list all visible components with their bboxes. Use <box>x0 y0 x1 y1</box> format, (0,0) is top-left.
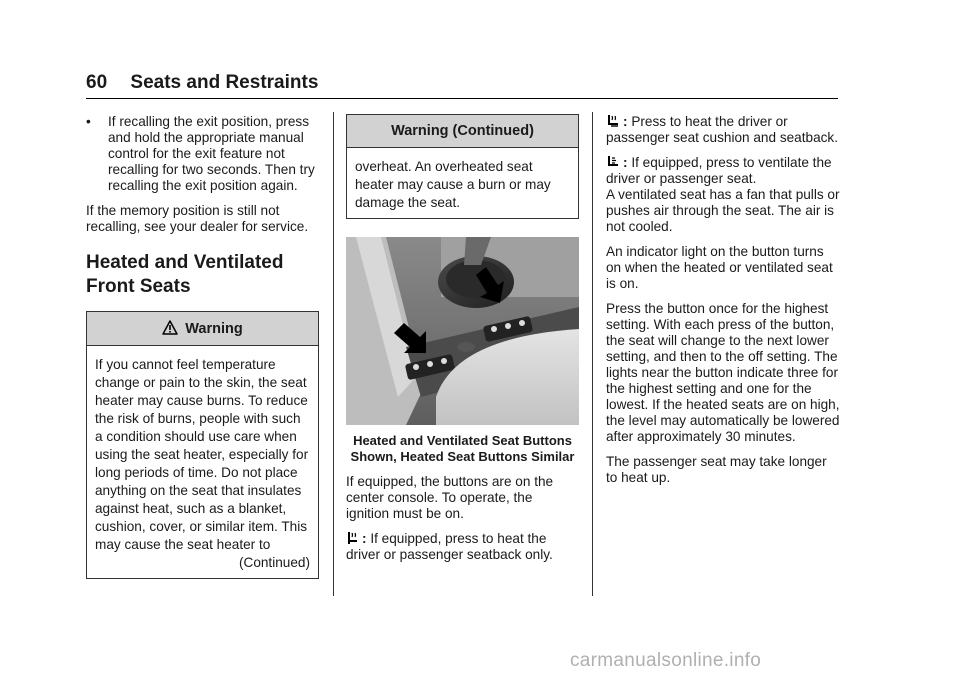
column-2 <box>346 114 579 572</box>
vent-fan-paragraph: A ventilated seat has a fan that pulls or pushes air through the seat. The air is not cooled. <box>606 187 840 234</box>
warning-continued-header: Warning (Continued) <box>347 115 578 148</box>
bullet-text: If recalling the exit position, press and hold the appropriate manual control for the exit feature not recalling for two seconds. Then try recalling the exit position again. <box>108 114 315 193</box>
warning-continued: (Continued) <box>238 555 310 570</box>
page-number: 60 <box>86 72 108 93</box>
ventilated-seat-icon <box>606 155 620 169</box>
seatback-text: If equipped, press to heat the driver or passenger seatback only. <box>346 531 553 562</box>
warning-body <box>87 346 318 578</box>
bullet-symbol: • <box>86 114 91 129</box>
column-divider-1 <box>333 112 334 596</box>
warning-title: Warning <box>185 321 243 337</box>
warning-text: If you cannot feel temperature change or pain to the skin, the seat heater may cause burns. To reduce the risk of burns, people with such a condition should use care when using the seat heater, especially for long periods of time. Do not place anything on the seat that insulates against heat, such as a blanket, cushion, cover, or similar item. This may cause the seat heater to <box>95 357 309 552</box>
seat-buttons-photo <box>346 237 579 425</box>
warning-box <box>86 311 319 579</box>
heat-paragraph <box>606 114 840 146</box>
page-header <box>86 72 318 94</box>
heat-text: Press to heat the driver or passenger seat cushion and seatback. <box>606 114 839 145</box>
equipped-paragraph: If equipped, the buttons are on the center console. To operate, the ignition must be on. <box>346 474 554 521</box>
press-paragraph: Press the button once for the highest setting. With each press of the button, the seat will change to the next lower setting, and then to the off setting. The lights near the button indicate three for the highest setting and one for the lowest. If the heated seats are on high, the level may automatically be lowered after approximately 30 minutes. <box>606 301 840 444</box>
column-divider-2 <box>592 112 593 596</box>
seatback-paragraph <box>346 531 579 563</box>
bullet-item <box>86 114 319 194</box>
warning-continued-box <box>346 114 579 219</box>
warning-triangle-icon <box>162 320 178 335</box>
watermark: carmanualsonline.info <box>570 650 762 671</box>
section-title: Seats and Restraints <box>130 72 319 93</box>
vent-label: : <box>623 155 628 170</box>
heated-seatback-icon <box>346 531 359 545</box>
column-1 <box>86 114 319 579</box>
memory-paragraph: If the memory position is still not recalling, see your dealer for service. <box>86 203 309 234</box>
photo-caption: Heated and Ventilated Seat Buttons Shown, Heated Seat Buttons Similar <box>350 433 575 464</box>
vent-text: If equipped, press to ventilate the driver or passenger seat. <box>606 155 832 186</box>
passenger-paragraph: The passenger seat may take longer to heat up. <box>606 454 827 485</box>
header-rule <box>86 98 838 99</box>
indicator-paragraph: An indicator light on the button turns on when the heated or ventilated seat is on. <box>606 244 833 291</box>
seatback-label: : <box>362 531 367 546</box>
vent-paragraph <box>606 155 840 187</box>
column-3 <box>606 114 840 495</box>
heated-seat-icon <box>606 114 620 128</box>
section-heading: Heated and Ventilated Front Seats <box>86 252 284 297</box>
warning-header <box>87 312 318 346</box>
heat-label: : <box>623 114 628 129</box>
warning-continued-body: overheat. An overheated seat heater may cause a burn or may damage the seat. <box>355 159 551 210</box>
